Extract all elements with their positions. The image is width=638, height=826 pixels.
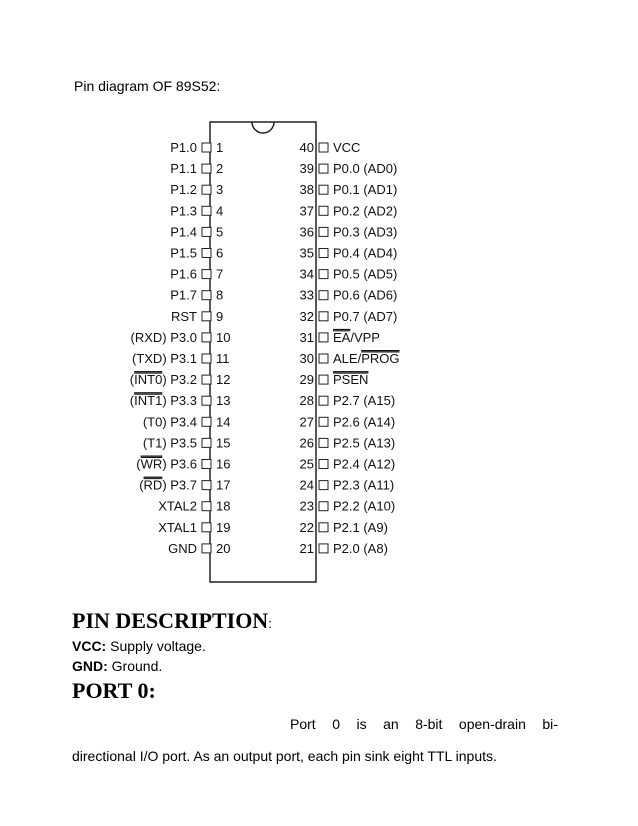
pin-label-right: P2.4 (A12): [333, 456, 396, 472]
pin-box-right: [319, 417, 328, 426]
pin-number-right: 30: [299, 351, 314, 366]
gnd-text: Ground.: [107, 658, 163, 674]
pin-label-right: P0.3 (AD3): [333, 224, 398, 240]
pin-number-left: 2: [216, 161, 224, 177]
pin-box-left: [202, 164, 211, 173]
vcc-text: Supply voltage.: [106, 638, 206, 654]
pin-box-left: [202, 249, 211, 258]
pin-number-right: 31: [299, 329, 314, 345]
pin-description-heading: [72, 608, 272, 634]
pin-number-left: 10: [216, 329, 231, 345]
port0-word: is: [356, 716, 367, 732]
pin-label-left: XTAL2: [158, 498, 197, 514]
pin-number-right: 24: [299, 477, 314, 493]
pin-box-left: [202, 417, 211, 426]
pin-number-right: 26: [299, 435, 314, 451]
pin-box-left: [202, 375, 211, 384]
pin-label-right: P2.7 (A15): [333, 393, 396, 409]
pin-number-left: 19: [216, 519, 231, 535]
pin-label-right: P2.0 (A8): [333, 540, 388, 556]
pin-number-left: 3: [216, 182, 224, 198]
pin-number-left: 4: [216, 203, 224, 219]
pin-number-right: 38: [299, 182, 314, 198]
pin-number-left: 13: [216, 393, 231, 409]
pin-box-left: [202, 438, 211, 447]
pin-box-left: [202, 312, 211, 321]
pin-box-left: [202, 333, 211, 342]
pin-box-right: [319, 249, 328, 258]
pin-label-left: P1.0: [170, 140, 197, 155]
pin-box-right: [319, 270, 328, 279]
pin-label-left: (RXD) P3.0: [130, 329, 197, 345]
pin-label-left: P1.7: [170, 287, 197, 303]
vcc-line: [72, 638, 206, 654]
port0-word: open-drain: [458, 716, 526, 732]
port0-heading: PORT 0:: [72, 678, 156, 703]
pin-number-right: 25: [299, 456, 314, 472]
port0-word: Port: [290, 716, 316, 732]
pin-number-right: 34: [299, 266, 314, 282]
pin-box-right: [319, 312, 328, 321]
pin-number-left: 15: [216, 435, 231, 451]
port0-line1: [290, 716, 558, 732]
pin-box-right: [319, 291, 328, 300]
pin-label-left: (INT0) P3.2: [129, 372, 197, 388]
pin-label-right: P0.6 (AD6): [333, 287, 398, 303]
pin-label-left: (WR) P3.6: [136, 456, 197, 472]
pin-label-left: (TXD) P3.1: [131, 351, 197, 366]
pin-number-right: 40: [299, 140, 314, 155]
pin-label-right: P0.0 (AD0): [333, 161, 398, 177]
port0-word: 8-bit: [415, 716, 443, 732]
port0-line2: directional I/O port. As an output port, each pin sink eight TTL inputs.: [72, 748, 497, 764]
chip-pinout-svg: [100, 120, 440, 586]
pin-label-left: (T0) P3.4: [142, 414, 197, 430]
pin-box-right: [319, 333, 328, 342]
pin-label-right: ALE/PROG: [333, 351, 400, 366]
pin-box-right: [319, 481, 328, 490]
pin-label-left: (INT1) P3.3: [129, 393, 197, 409]
pin-number-right: 32: [299, 308, 314, 324]
pin-number-left: 16: [216, 456, 231, 472]
gnd-label: GND:: [72, 658, 108, 674]
vcc-label: VCC:: [72, 638, 107, 654]
pin-label-right: P0.2 (AD2): [333, 203, 398, 219]
pin-label-right: P0.4 (AD4): [333, 245, 398, 261]
pin-label-right: P2.6 (A14): [333, 414, 396, 430]
pin-number-right: 29: [299, 372, 314, 388]
pin-number-right: 22: [299, 519, 314, 535]
pin-box-left: [202, 185, 211, 194]
pin-label-right: P0.7 (AD7): [333, 308, 398, 324]
pin-number-left: 12: [216, 372, 231, 388]
pin-box-left: [202, 206, 211, 215]
pin-number-left: 7: [216, 266, 224, 282]
pin-label-left: P1.5: [170, 245, 197, 261]
pin-number-left: 6: [216, 245, 224, 261]
pin-box-left: [202, 396, 211, 405]
pin-label-left: P1.2: [170, 182, 197, 198]
pin-box-right: [319, 375, 328, 384]
pin-box-left: [202, 523, 211, 532]
pin-box-right: [319, 502, 328, 511]
pin-label-right: EA/VPP: [333, 329, 380, 345]
port0-word: bi-: [542, 716, 558, 732]
pin-number-left: 11: [216, 351, 230, 366]
pin-label-left: P1.1: [170, 161, 197, 177]
pin-number-left: 20: [216, 540, 231, 556]
pin-label-right: VCC: [333, 140, 361, 155]
pin-label-right: P2.3 (A11): [333, 477, 395, 493]
diagram-caption: Pin diagram OF 89S52:: [74, 78, 221, 94]
pin-number-left: 5: [216, 224, 224, 240]
pin-box-left: [202, 270, 211, 279]
pin-label-left: P1.4: [170, 224, 197, 240]
pin-label-left: (RD) P3.7: [139, 477, 197, 493]
pin-number-left: 18: [216, 498, 231, 514]
pin-label-left: RST: [171, 308, 197, 324]
pin-label-right: P2.1 (A9): [333, 519, 388, 535]
pin-label-left: P1.6: [170, 266, 197, 282]
pin-number-right: 28: [299, 393, 314, 409]
pin-number-right: 23: [299, 498, 314, 514]
pin-number-left: 1: [216, 140, 224, 155]
pin-description-title: PIN DESCRIPTION: [72, 608, 269, 633]
pin-diagram: [100, 120, 440, 586]
pin-label-left: XTAL1: [158, 519, 197, 535]
pin-number-right: 35: [299, 245, 314, 261]
pin-box-right: [319, 164, 328, 173]
pin-label-right: P2.5 (A13): [333, 435, 396, 451]
pin-number-right: 33: [299, 287, 314, 303]
pin-box-right: [319, 396, 328, 405]
pin-box-left: [202, 354, 211, 363]
pin-description-colon: :: [268, 616, 272, 631]
port0-word: 0: [332, 716, 340, 732]
pin-label-right: P0.5 (AD5): [333, 266, 398, 282]
pin-number-left: 8: [216, 287, 224, 303]
pin-box-left: [202, 481, 211, 490]
pin-box-right: [319, 544, 328, 553]
pin-box-left: [202, 502, 211, 511]
pin-box-right: [319, 206, 328, 215]
pin-box-right: [319, 354, 328, 363]
pin-label-left: GND: [168, 540, 197, 556]
pin-box-left: [202, 291, 211, 300]
pin-number-right: 39: [299, 161, 314, 177]
pin-number-left: 17: [216, 477, 231, 493]
pin-label-right: PSEN: [333, 372, 369, 388]
pin-label-right: P0.1 (AD1): [333, 182, 398, 198]
pin-box-right: [319, 185, 328, 194]
pin-label-left: P1.3: [170, 203, 197, 219]
pin-box-left: [202, 460, 211, 469]
pin-box-right: [319, 438, 328, 447]
pin-box-left: [202, 544, 211, 553]
pin-number-right: 21: [299, 540, 314, 556]
pin-number-right: 37: [299, 203, 314, 219]
pin-box-right: [319, 227, 328, 236]
port0-word: an: [383, 716, 399, 732]
gnd-line: [72, 658, 162, 674]
pin-box-left: [202, 227, 211, 236]
pin-box-left: [202, 143, 211, 152]
pin-number-right: 27: [299, 414, 314, 430]
pin-number-left: 14: [216, 414, 231, 430]
pin-box-right: [319, 523, 328, 532]
pin-box-right: [319, 143, 328, 152]
pin-number-right: 36: [299, 224, 314, 240]
pin-label-left: (T1) P3.5: [142, 435, 197, 451]
pin-number-left: 9: [216, 308, 224, 324]
pin-box-right: [319, 460, 328, 469]
pin-label-right: P2.2 (A10): [333, 498, 396, 514]
